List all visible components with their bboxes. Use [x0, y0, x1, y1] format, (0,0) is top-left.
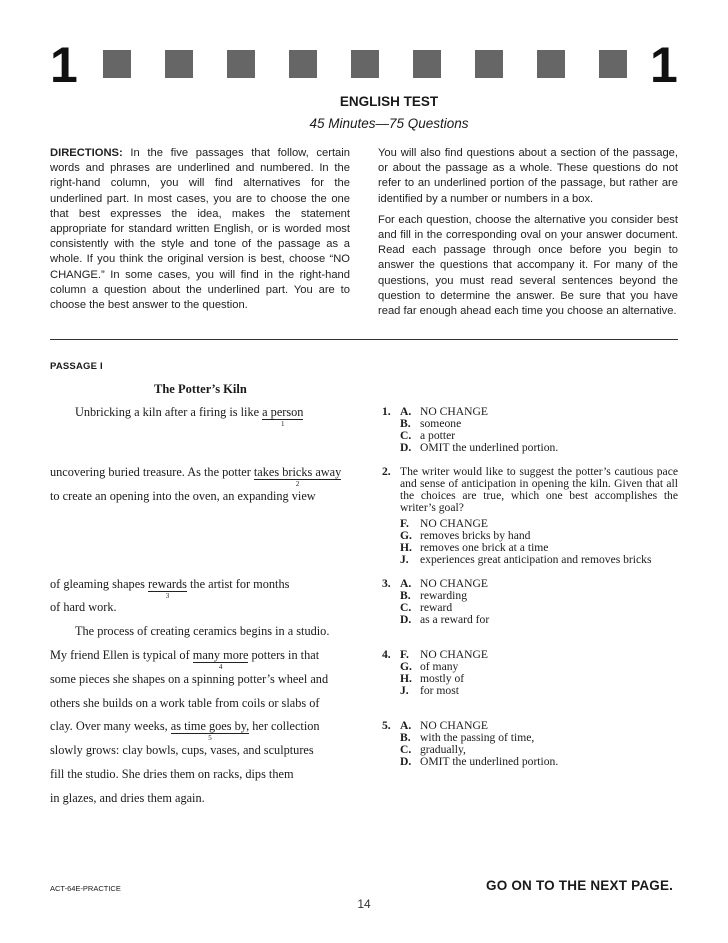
underlined-phrase-2[interactable] — [253, 465, 342, 488]
section-number-right: 1 — [650, 37, 678, 93]
divider-square — [103, 50, 131, 78]
option-letter: F. — [400, 648, 409, 661]
directions-right-column — [378, 146, 678, 325]
question-ref-number: 4 — [218, 663, 223, 671]
divider-square — [227, 50, 255, 78]
line-text: Unbricking a kiln after a firing is like — [75, 405, 263, 419]
horizontal-rule — [50, 339, 678, 340]
option-text: mostly of — [420, 672, 465, 685]
option-text: NO CHANGE — [420, 405, 488, 418]
divider-square — [599, 50, 627, 78]
underlined-text: a person — [262, 405, 304, 419]
test-subtitle-text: 45 Minutes—75 Questions — [309, 116, 469, 131]
line-text: clay. Over many weeks, — [50, 719, 171, 733]
option-letter: D. — [400, 441, 412, 454]
test-title-text: ENGLISH TEST — [339, 94, 439, 109]
underlined-text: as time goes by, — [170, 719, 250, 733]
line-text: others she builds on a work table from coils or slabs of — [50, 696, 320, 710]
passage-line — [50, 696, 319, 710]
option-letter: D. — [400, 755, 412, 768]
option-text: OMIT the underlined portion. — [420, 441, 559, 454]
divider-square — [413, 50, 441, 78]
underlined-phrase-3[interactable] — [148, 577, 187, 600]
directions-right-paragraph-1: You will also find questions about a section of the passage, or about the passage as a whole. These questions do not refer to an underlined portion of the passage, but rather are identified by a number or numbers in a box. — [378, 147, 678, 205]
option-letter: A. — [400, 405, 412, 418]
answer-option[interactable] — [400, 554, 651, 566]
passage-line — [50, 489, 316, 503]
divider-square — [475, 50, 503, 78]
option-text: a potter — [420, 429, 456, 442]
passage-line — [50, 719, 320, 742]
option-letter: B. — [400, 731, 411, 744]
directions-left-text: In the five passages that follow, certain words and phrases are underlined and numbered. In the right-hand column, you will find alternatives for the underlined part. In most cases, you are to choose the one that best expresses the idea, makes the statement appropriate for standard written English, or is worded most consistently with the style and tone of the passage as a whole. If you think the original version is best, choose “NO CHANGE.” In some cases, you will find in the right-hand column a question about the underlined part. You are to choose the best answer to the question. — [50, 147, 350, 312]
passage-line — [50, 791, 205, 805]
question-ref-number: 3 — [165, 592, 170, 600]
answer-option[interactable] — [400, 614, 489, 626]
directions-left-column — [50, 146, 350, 319]
option-text: as a reward for — [420, 613, 490, 626]
option-text: someone — [420, 417, 462, 430]
option-letter: F. — [400, 517, 409, 530]
passage-line — [50, 600, 117, 614]
line-text: some pieces she shapes on a spinning potter’s wheel and — [50, 672, 329, 686]
passage-line — [50, 465, 342, 488]
go-on-notice: GO ON TO THE NEXT PAGE. — [486, 878, 674, 893]
line-text: in glazes, and dries them again. — [50, 791, 205, 805]
passage-line — [50, 767, 294, 781]
line-text: to create an opening into the oven, an expanding view — [50, 489, 316, 503]
option-letter: H. — [400, 541, 412, 554]
option-letter: J. — [400, 684, 409, 697]
line-text: My friend Ellen is typical of — [50, 648, 193, 662]
question-number: 5. — [382, 719, 391, 732]
option-letter: H. — [400, 672, 412, 685]
line-text: her collection — [249, 719, 320, 733]
option-text: removes one brick at a time — [420, 541, 549, 554]
option-text: NO CHANGE — [420, 517, 488, 530]
answer-option[interactable] — [400, 442, 558, 454]
passage-line — [50, 648, 320, 671]
question-ref-number: 2 — [295, 480, 300, 488]
divider-square — [351, 50, 379, 78]
passage-line — [75, 405, 304, 428]
underlined-text: rewards — [148, 577, 187, 591]
passage-line — [50, 577, 290, 600]
passage-title: The Potter’s Kiln — [154, 382, 247, 396]
underlined-text: takes bricks away — [253, 465, 342, 479]
option-text: for most — [420, 684, 459, 697]
question-ref-number: 5 — [208, 734, 212, 742]
passage-label: PASSAGE I — [50, 361, 103, 372]
option-text: removes bricks by hand — [420, 529, 531, 542]
option-text: NO CHANGE — [420, 648, 488, 661]
option-letter: A. — [400, 577, 412, 590]
divider-square — [289, 50, 317, 78]
divider-square — [165, 50, 193, 78]
underlined-phrase-5[interactable] — [170, 719, 250, 742]
answer-option[interactable] — [400, 685, 459, 697]
directions-right-paragraph-2: For each question, choose the alternative you consider best and fill in the corresponding oval on your answer document. Read each passage through once before you begin to answer the questions that accompany it. For many of the questions, you must read several sentences beyond the question to determine the answer. Be sure that you have read far enough ahead each time you choose an alternative. — [378, 213, 678, 318]
option-letter: C. — [400, 601, 412, 614]
divider-square — [537, 50, 565, 78]
question-number: 1. — [382, 405, 391, 418]
form-code: ACT-64E-PRACTICE — [50, 884, 121, 893]
question-stem: The writer would like to suggest the potter’s cautious pace and sense of anticipation in opening the kiln. Given that all the choices are true, which one best accomplishes the writer’s goal? — [400, 465, 678, 514]
option-letter: G. — [400, 660, 412, 673]
line-text: fill the studio. She dries them on racks, dips them — [50, 767, 294, 781]
option-letter: J. — [400, 553, 409, 566]
option-text: reward — [420, 601, 453, 614]
line-text: slowly grows: clay bowls, cups, vases, and sculptures — [50, 743, 314, 757]
line-text: of gleaming shapes — [50, 577, 149, 591]
page-number: 14 — [357, 897, 371, 911]
underlined-phrase-4[interactable] — [192, 648, 249, 671]
question-number: 3. — [382, 577, 391, 590]
underlined-text: many more — [192, 648, 249, 662]
underlined-phrase-1[interactable] — [262, 405, 304, 428]
question-number: 2. — [382, 465, 391, 478]
option-text: with the passing of time, — [420, 731, 535, 744]
option-letter: G. — [400, 529, 412, 542]
test-title — [0, 94, 728, 109]
option-letter: C. — [400, 743, 412, 756]
option-text: of many — [420, 660, 459, 673]
directions-label: DIRECTIONS: — [50, 147, 123, 159]
section-number-left: 1 — [50, 37, 78, 93]
option-letter: D. — [400, 613, 412, 626]
option-letter: A. — [400, 719, 412, 732]
option-letter: B. — [400, 589, 411, 602]
line-text: of hard work. — [50, 600, 117, 614]
passage-line — [75, 624, 329, 638]
question-number: 4. — [382, 648, 391, 661]
line-text: potters in that — [248, 648, 320, 662]
option-letter: C. — [400, 429, 412, 442]
option-text: gradually, — [420, 743, 466, 756]
question-ref-number: 1 — [281, 420, 285, 428]
option-letter: B. — [400, 417, 411, 430]
line-text: uncovering buried treasure. As the potter — [50, 465, 254, 479]
passage-line — [50, 672, 328, 686]
option-text: experiences great anticipation and removes bricks — [420, 553, 652, 566]
line-text: the artist for months — [186, 577, 290, 591]
option-text: rewarding — [420, 589, 467, 602]
option-text: OMIT the underlined portion. — [420, 755, 559, 768]
option-text: NO CHANGE — [420, 719, 488, 732]
answer-option[interactable] — [400, 756, 558, 768]
passage-line — [50, 743, 314, 757]
test-subtitle — [0, 116, 728, 131]
line-text: The process of creating ceramics begins in a studio. — [75, 624, 330, 638]
option-text: NO CHANGE — [420, 577, 488, 590]
